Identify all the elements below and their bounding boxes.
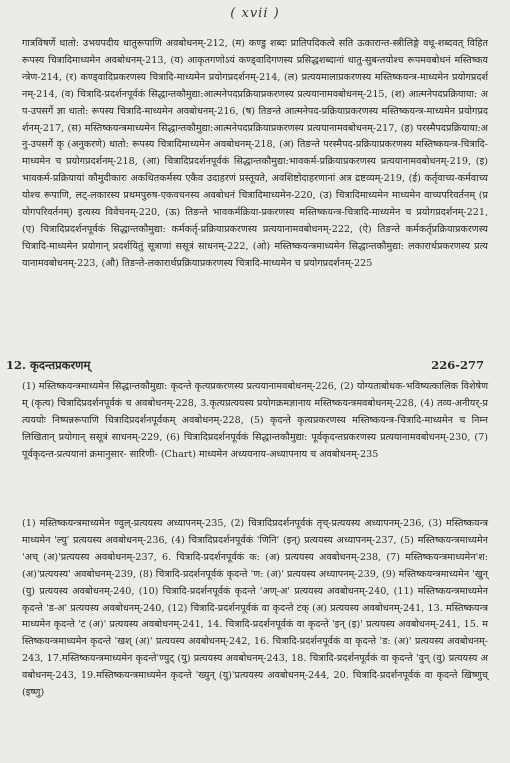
contents-paragraph: (1) मस्तिष्कयन्त्रमाध्यमेन सिद्धान्तकौमुद्या: कृदन्ते कृत्यप्रकरणस्य प्रत्ययानामवबोधनम्-226, (2) योग्यताबोधक-भविष्यत्कालिक विशेषेणम् (कृत्य) चित्रादिप्रदर्शनपूर्वकं च अवबोधनम्-228, 3.कृत्यप्रत्ययस्य प्रयोगक्रमज्ञानाय मस्तिष्कयन्त्रमवबोधनम्-228, (4) तव्य-अनीयर्-प्रत्यययोः निष्पन्नरूपाणि चित्रादिप्रदर्शनपूर्वकम् अवबोधनम्-228, (5) कृदन्ते कृत्यप्रकरणस्य मस्तिष्कयन्त्र-चित्रादि-माध्यमेन च निम्नलिखितान् प्रयोगान् ससूत्रं साधनम्-229, (6) चित्रादिप्रदर्शनपूर्वकं सिद्धान्तकौमुद्या: पूर्वकृदन्तप्रकरणस्य प्रत्ययानामवबोधनम्-230, (7) पूर्वकृदन्त-प्रत्ययानां क्रमानुसार- सारिणी- (Chart) माध्यमेन अध्ययनाय-अध्यापनाय च अवबोधनम्-235 [22,381,488,460]
contents-paragraph: (1) मस्तिष्कयन्त्रमाध्यमेन ण्वुल्-प्रत्ययस्य अध्यापनम्-235, (2) चित्रादिप्रदर्शनपूर्वकं तृच्-प्रत्ययस्य अध्यापनम्-236, (3) मस्तिष्कयन्त्रमाध्यमेन 'ल्यु' प्रत्ययस्य अवबोधनम्-236, (4) चित्रादिप्रदर्शनपूर्वकं 'णिनि' (इन्) प्रत्ययस्य अध्यापनम्-237, (5) मस्तिष्कयन्त्रमाध्यमेन 'अच् (अ)'प्रत्ययस्य अवबोधनम्-237, 6. चित्रादि-प्रदर्शनपूर्वकं क: (अ) प्रत्ययस्य अवबोधनम्-238, (7) मस्तिष्कयन्त्रमाध्यमेन'श: (अ)'प्रत्ययस्य' अवबोधनम्-239, (8) चित्रादि-प्रदर्शनपूर्वकं कृदन्ते 'ण: (अ)' प्रत्ययस्य अध्यापनम्-239, (9) मस्तिष्कयन्त्रमाध्यमेन 'खुन् (यु) प्रत्ययस्य अवबोधनम्-240, (10) चित्रादि-प्रदर्शनपूर्वकं कृदन्ते 'अण्-अ' प्रत्ययस्य अवबोधनम्-240, (11) मस्तिष्कयन्त्रमाध्यमेन कृदन्ते 'ड-अ' प्रत्ययस्य अवबोधनम्-240, (12) चित्रादि-प्रदर्शनपूर्वकं वा कृदन्ते टक् (अ) प्रत्ययस्य अवबोधनम्-241, 13. मस्तिष्कयन्त्रमाध्यमेन कृदन्ते 'ट (अ)' प्रत्ययस्य अवबोधनम्-241, 14. चित्रादि-प्रदर्शनपूर्वकं वा कृदन्ते 'इन् (इ)' प्रत्ययस्य अवबोधनम्-241, 15. मस्तिष्कयन्त्रमाध्यमेन कृदन्ते 'खश् (अ)' प्रत्ययस्य अवबोधनम्-242, 16. चित्रादि-प्रदर्शनपूर्वकं वा कृदन्ते 'ड: (अ)' प्रत्ययस्य अवबोधनम्-243, 17.मस्तिष्कयन्त्रमाध्यमेन कृदन्ते'ण्युट् (यु) प्रत्ययस्य अवबोधनम्-243, 18. चित्रादि-प्रदर्शनपूर्वकं वा कृदन्ते 'वुन् (वु) प्रत्ययस्य अवबोधनम्-243, 19.मस्तिष्कयन्त्रमाध्यमेन कृदन्ते 'ख्युन् (यु)'प्रत्ययस्य अवबोधनम्-244, 20. चित्रादि-प्रदर्शनपूर्वकं वा कृदन्ते खिष्णुच् (इष्णु) [22,518,488,699]
section-title: कृदन्तप्रकरणम् [30,358,91,372]
section-contents-block-1 [22,379,488,464]
contents-block-continued [22,36,488,273]
section-contents-block-2 [22,516,488,702]
contents-paragraph: गात्रविषर्णे धातो: उभयपदीय धातुरूपाणि अवबोधनम्-212, (म) कण्डु शब्दः प्रातिपदिकत्वे सति ऊकारान्त-स्त्रीलिङ्गे वधू-शब्दवत् विहित रूपस्य चित्रादिमाध्यमेन अवबोधनम्-213, (य) आकृतगणोऽयं कण्ड्वादिगणस्य प्रसिद्धशब्दानां धातु-सुबन्तयोश्च रूपमवबोधनं मस्तिष्कयन्त्रेण-214, (र) कण्ड्वादिप्रकरणस्य चित्रादि-माध्यमेन प्रयोगप्रदर्शनम्-214, (ल) प्रत्ययमालाप्रकरणस्य मस्तिष्कयन्त्र-माध्यमेन प्रयोगप्रदर्शनम्-214, (व) चित्रादि-प्रदर्शनपूर्वकं सिद्धान्तकौमुद्या:आत्मनेपदप्रक्रियाप्रकरणस्य प्रत्ययानामवबोधनम्-215, (श) आत्मनेपदप्रक्रियाया: अप-उपसर्गे ज्ञा धातो: रूपस्य चित्रादि-माध्यमेन अवबोधनम्-216, (ष) तिङन्ते आत्मनेपद-प्रक्रियाप्रकरणस्य मस्तिष्कयन्त्र-माध्यमेन प्रयोगप्रदर्शनम्-217, (स) मस्तिष्कयन्त्रमाध्यमेन सिद्धान्तकौमुद्या:आत्मनेपदप्रक्रियाप्रकरणस्य प्रत्ययानामवबोधनम्-217, (ह) परस्मैपदप्रक्रियाया:अनु-उपसर्गे कृ (अनुकरणे) धातो: रूपस्य चित्रादिमाध्यमेन अवबोधनम्-218, (अ) तिङन्ते परस्मैपद-प्रक्रियाप्रकरणस्य मस्तिष्कयन्त्र-चित्रादि-माध्यमेन च प्रयोगप्रदर्शनम्-218, (आ) चित्रादिप्रदर्शनपूर्वकं सिद्धान्तकौमुद्या:भावकर्म-प्रक्रियाप्रकरणस्य प्रत्ययानामवबोधनम्-219, (इ) भावकर्म-प्रक्रियायां कौमुदीकारः अकथितकर्मस्य एकैव उदाहरणं प्रस्तूयते, अवशिष्टोदाहरणानां अत्र द्रष्टव्यम्-219, (ई) कर्तृवाच्य-कर्मवाच्ययोश्च रूपाणि, लट्-लकारस्य प्रथमपुरुष-एकवचनस्य अवबोधनं चित्रादिमाध्यमेन-220, (उ) चित्रादिमाध्यमेन माध्यमेन वाच्यपरिवर्तनम् (प्रयोगपरिवर्तनम्) इत्यस्य विवेचनम्-220, (ऊ) तिङन्ते भावकर्मक्रिया-प्रकरणस्य मस्तिष्कयन्त्र-चित्रादि-माध्यमेन च प्रयोगप्रदर्शनम्-221, (ए) चित्रादिप्रदर्शनपूर्वकं सिद्धान्तकौमुद्या: कर्मकर्तृ-प्रक्रियाप्रकरणस्य प्रत्ययानामवबोधनम्-222, (ऐ) तिङन्ते कर्मकर्तृप्रक्रियाप्रकरणस्य चित्रादि-माध्यमेन प्रयोगान् प्रदर्शयितुं सूत्राणां ससूत्रं साधनम्-222, (ओ) मस्तिष्कयन्त्रमाध्यमेन सिद्धान्तकौमुद्या: लकारार्थप्रकरणस्य प्रत्ययानामवबोधनम्-223, (औ) तिङन्ते-लकारार्थप्रक्रियाप्रकरणस्य चित्रादि-माध्यमेन च प्रयोगप्रदर्शनम्-225 [22,38,488,269]
section-heading [6,358,484,373]
section-page-range: 226-277 [431,358,484,372]
page-number: ( xvii ) [230,6,280,21]
section-title-group [6,358,90,373]
section-number: 12. [6,358,27,372]
